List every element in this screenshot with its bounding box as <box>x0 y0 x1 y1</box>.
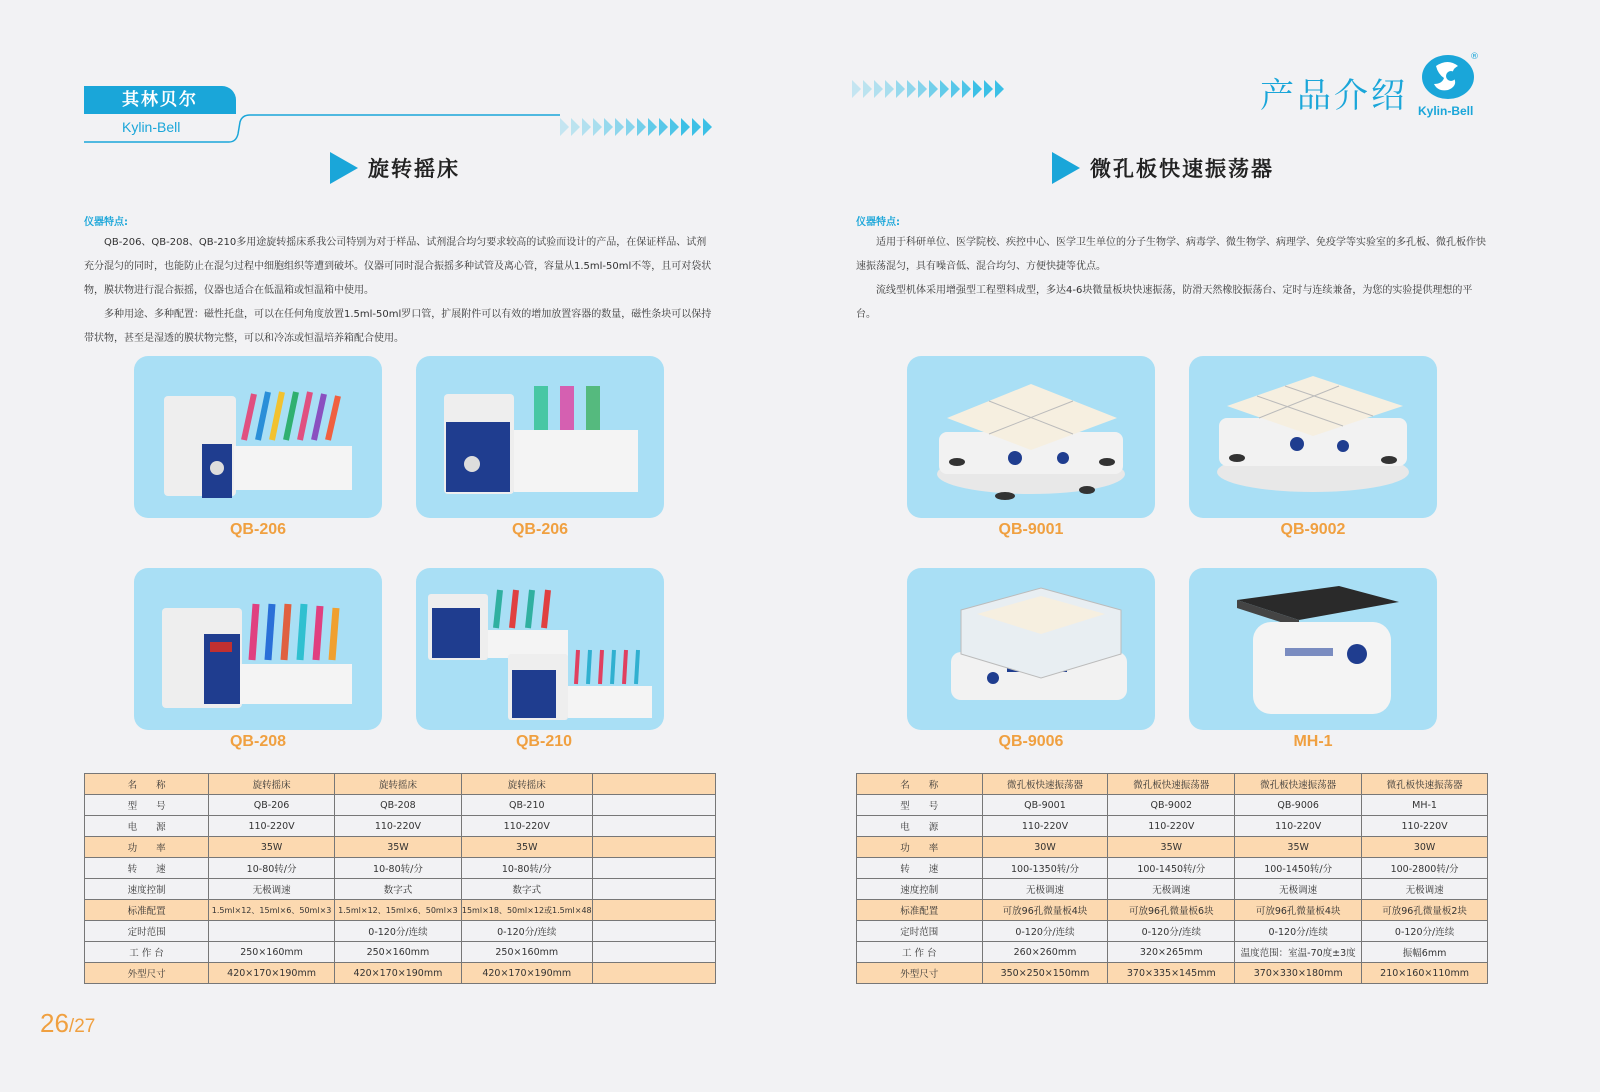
table-row <box>857 858 1488 879</box>
table-row <box>85 816 716 837</box>
table-cell: 250×160mm <box>209 942 335 963</box>
table-cell: 无极调速 <box>1108 879 1235 900</box>
rotary-mixer-icon <box>134 356 382 518</box>
table-cell: 260×260mm <box>982 942 1108 963</box>
brand-name-cn: 其林贝尔 <box>84 86 236 114</box>
table-row-header: 标准配置 <box>85 900 209 921</box>
table-cell: 100-1450转/分 <box>1235 858 1362 879</box>
table-cell: 100-1350转/分 <box>982 858 1108 879</box>
product-image-mh1 <box>1189 568 1437 730</box>
table-cell: 微孔板快速振荡器 <box>1235 774 1362 795</box>
table-row <box>85 858 716 879</box>
table-cell: QB-208 <box>335 795 462 816</box>
table-row <box>857 774 1488 795</box>
product-image-qb9006 <box>907 568 1155 730</box>
table-row <box>857 921 1488 942</box>
table-row <box>857 816 1488 837</box>
table-row <box>857 900 1488 921</box>
product-image-qb9001 <box>907 356 1155 518</box>
table-row <box>85 795 716 816</box>
table-cell: 110-220V <box>335 816 462 837</box>
table-cell: 0-120分/连续 <box>461 921 592 942</box>
features-label-left: 仪器特点: <box>84 217 128 228</box>
table-row-header: 名 称 <box>85 774 209 795</box>
table-row <box>85 837 716 858</box>
table-cell <box>592 816 715 837</box>
table-cell: 数字式 <box>461 879 592 900</box>
table-row-header: 工 作 台 <box>857 942 983 963</box>
table-cell: 可放96孔微量板4块 <box>982 900 1108 921</box>
table-cell: 微孔板快速振荡器 <box>1108 774 1235 795</box>
paragraph: 多种用途、多种配置：磁性托盘，可以在任何角度放置1.5ml-50ml罗口管，扩展附件可以有效的增加放置容器的数量，磁性条块可以保持带状物，甚至是湿透的膜状物完整，可以和冷冻或恒温培养箱配合使用。 <box>84 309 712 344</box>
table-cell: 无极调速 <box>1362 879 1488 900</box>
table-cell: 0-120分/连续 <box>982 921 1108 942</box>
catalog-title: 产品介绍 <box>1260 76 1408 116</box>
table-cell <box>592 879 715 900</box>
table-cell: 110-220V <box>209 816 335 837</box>
table-cell: 35W <box>1235 837 1362 858</box>
table-row <box>857 837 1488 858</box>
table-row-header: 名 称 <box>857 774 983 795</box>
table-row <box>85 774 716 795</box>
table-row-header: 标准配置 <box>857 900 983 921</box>
paragraph: QB-206、QB-208、QB-210多用途旋转摇床系我公司特别为对于样品、试剂混合均匀要求较高的试验而设计的产品，在保证样品、试剂充分混匀的同时，也能防止在混匀过程中细胞组织等遭到破坏。仪器可同时混合振摇多种试管及离心管，容量从1.5ml-50ml不等，且可对袋状物，膜状物进行混合振摇，仪器也适合在低温箱或恒温箱中使用。 <box>84 237 712 296</box>
table-row-header: 工 作 台 <box>85 942 209 963</box>
table-cell: 10-80转/分 <box>461 858 592 879</box>
table-cell: QB-9002 <box>1108 795 1235 816</box>
table-cell <box>592 795 715 816</box>
table-row-header: 定时范围 <box>85 921 209 942</box>
table-cell: 35W <box>461 837 592 858</box>
table-cell: 320×265mm <box>1108 942 1235 963</box>
table-cell: 370×330×180mm <box>1235 963 1362 984</box>
table-cell: QB-9001 <box>982 795 1108 816</box>
table-cell: 振幅6mm <box>1362 942 1488 963</box>
table-cell: 110-220V <box>1235 816 1362 837</box>
table-cell: 35W <box>1108 837 1235 858</box>
table-cell: 350×250×150mm <box>982 963 1108 984</box>
table-row <box>85 921 716 942</box>
table-row <box>857 879 1488 900</box>
table-cell: QB-9006 <box>1235 795 1362 816</box>
table-cell: 可放96孔微量板4块 <box>1235 900 1362 921</box>
plate-shaker-icon <box>1189 568 1437 730</box>
table-cell: 100-1450转/分 <box>1108 858 1235 879</box>
table-cell: 0-120分/连续 <box>1362 921 1488 942</box>
product-image-qb206-b <box>416 356 664 518</box>
table-cell: 420×170×190mm <box>335 963 462 984</box>
spec-table-left <box>84 773 716 984</box>
table-row <box>857 963 1488 984</box>
triangle-bullet-icon <box>1052 152 1080 184</box>
table-cell: 100-2800转/分 <box>1362 858 1488 879</box>
table-cell: 微孔板快速振荡器 <box>982 774 1108 795</box>
table-row-header: 型 号 <box>85 795 209 816</box>
table-cell: 微孔板快速振荡器 <box>1362 774 1488 795</box>
section-title-right <box>1052 152 1274 184</box>
table-cell: 110-220V <box>1362 816 1488 837</box>
table-cell: 30W <box>982 837 1108 858</box>
table-cell <box>592 900 715 921</box>
table-row-header: 型 号 <box>857 795 983 816</box>
model-label: QB-9001 <box>998 521 1064 538</box>
table-cell: 420×170×190mm <box>209 963 335 984</box>
table-cell: QB-210 <box>461 795 592 816</box>
table-row-header: 功 率 <box>85 837 209 858</box>
table-cell: 0-120分/连续 <box>1108 921 1235 942</box>
table-cell: 110-220V <box>1108 816 1235 837</box>
rotary-mixer-icon <box>416 356 664 518</box>
product-image-qb210 <box>416 568 664 730</box>
table-row-header: 外型尺寸 <box>857 963 983 984</box>
table-cell: 110-220V <box>982 816 1108 837</box>
table-row <box>85 942 716 963</box>
table-cell: MH-1 <box>1362 795 1488 816</box>
table-cell: 35W <box>209 837 335 858</box>
table-cell: 420×170×190mm <box>461 963 592 984</box>
table-cell: 可放96孔微量板6块 <box>1108 900 1235 921</box>
table-row-header: 外型尺寸 <box>85 963 209 984</box>
arrow-decoration-left <box>560 118 712 136</box>
plate-shaker-icon <box>907 568 1155 730</box>
table-cell <box>592 774 715 795</box>
section-title-text: 微孔板快速振荡器 <box>1090 157 1274 181</box>
product-image-qb9002 <box>1189 356 1437 518</box>
table-row-header: 转 速 <box>857 858 983 879</box>
model-label: QB-210 <box>515 733 573 750</box>
table-cell: 250×160mm <box>461 942 592 963</box>
table-cell: 370×335×145mm <box>1108 963 1235 984</box>
table-cell: 30W <box>1362 837 1488 858</box>
table-cell: 无极调速 <box>982 879 1108 900</box>
table-row-header: 转 速 <box>85 858 209 879</box>
table-cell: 250×160mm <box>335 942 462 963</box>
paragraph: 适用于科研单位、医学院校、疾控中心、医学卫生单位的分子生物学、病毒学、微生物学、病理学、免疫学等实验室的多孔板、微孔板作快速振荡混匀，具有噪音低、混合均匀、方便快捷等优点。 <box>856 237 1486 272</box>
logo-text: Kylin-Bell <box>1418 104 1474 118</box>
plate-shaker-icon <box>1189 356 1437 518</box>
table-cell: 0-120分/连续 <box>1235 921 1362 942</box>
table-cell: 15ml×18、50ml×12或1.5ml×48 <box>461 900 592 921</box>
table-cell: 1.5ml×12、15ml×6、50ml×3 <box>335 900 462 921</box>
table-row <box>85 879 716 900</box>
paragraph: 流线型机体采用增强型工程塑料成型，多达4-6块微量板块快速振荡，防滑天然橡胶振荡台、定时与连续兼备，为您的实验提供理想的平台。 <box>856 285 1473 320</box>
page-number-current: 26 <box>40 1008 69 1038</box>
table-row-header: 定时范围 <box>857 921 983 942</box>
features-text-right <box>856 231 1488 327</box>
table-cell <box>592 942 715 963</box>
table-cell: 无极调速 <box>209 879 335 900</box>
rotary-mixer-icon <box>416 568 664 730</box>
table-cell <box>209 921 335 942</box>
table-cell: 1.5ml×12、15ml×6、50ml×3 <box>209 900 335 921</box>
table-cell: 旋转摇床 <box>209 774 335 795</box>
table-cell: 可放96孔微量板2块 <box>1362 900 1488 921</box>
spec-table-right <box>856 773 1488 984</box>
table-cell <box>592 858 715 879</box>
table-row-header: 电 源 <box>857 816 983 837</box>
table-cell: 温度范围：室温-70度±3度 <box>1235 942 1362 963</box>
table-cell: 35W <box>335 837 462 858</box>
arrow-decoration-right <box>852 80 1004 98</box>
table-row <box>857 795 1488 816</box>
product-image-qb206-a <box>134 356 382 518</box>
features-label-right: 仪器特点: <box>856 217 900 228</box>
table-row <box>857 942 1488 963</box>
table-cell: 数字式 <box>335 879 462 900</box>
product-image-qb208 <box>134 568 382 730</box>
model-label: QB-208 <box>229 733 287 750</box>
plate-shaker-icon <box>907 356 1155 518</box>
rotary-mixer-icon <box>134 568 382 730</box>
table-cell: 无极调速 <box>1235 879 1362 900</box>
section-title-left <box>330 152 460 184</box>
table-cell <box>592 921 715 942</box>
table-cell: 0-120分/连续 <box>335 921 462 942</box>
table-cell <box>592 837 715 858</box>
triangle-bullet-icon <box>330 152 358 184</box>
model-label: QB-9002 <box>1280 521 1346 538</box>
section-title-text: 旋转摇床 <box>368 157 460 181</box>
table-cell: 10-80转/分 <box>209 858 335 879</box>
model-label: QB-206 <box>511 521 569 538</box>
table-cell <box>592 963 715 984</box>
model-label: QB-9006 <box>998 733 1064 750</box>
table-cell: 210×160×110mm <box>1362 963 1488 984</box>
table-cell: 旋转摇床 <box>335 774 462 795</box>
page-number-next: /27 <box>68 1016 96 1037</box>
features-text-left <box>84 231 716 351</box>
registered-mark: ® <box>1470 52 1479 62</box>
table-cell: 110-220V <box>461 816 592 837</box>
table-row-header: 电 源 <box>85 816 209 837</box>
table-cell: 旋转摇床 <box>461 774 592 795</box>
table-cell: QB-206 <box>209 795 335 816</box>
model-label: MH-1 <box>1293 733 1333 750</box>
table-row <box>85 900 716 921</box>
table-cell: 10-80转/分 <box>335 858 462 879</box>
table-row <box>85 963 716 984</box>
table-row-header: 速度控制 <box>85 879 209 900</box>
table-row-header: 速度控制 <box>857 879 983 900</box>
table-row-header: 功 率 <box>857 837 983 858</box>
brand-name-en: Kylin-Bell <box>122 119 181 135</box>
page-number <box>40 1008 95 1039</box>
model-label: QB-206 <box>229 521 287 538</box>
